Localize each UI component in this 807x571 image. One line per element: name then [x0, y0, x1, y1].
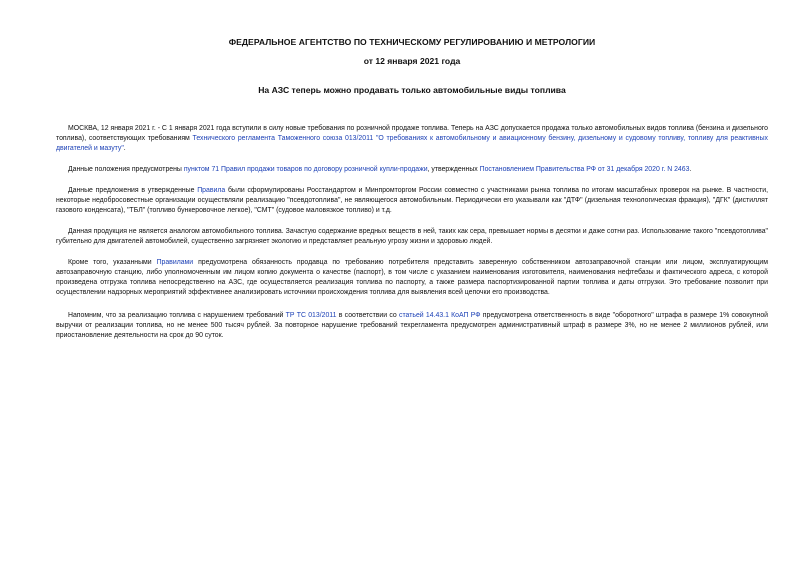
- link-government-decree[interactable]: Постановлением Правительства РФ от 31 декабря 2020 г. N 2463: [479, 166, 690, 173]
- paragraph-text: в соответствии со: [336, 312, 399, 319]
- paragraph-text: .: [123, 144, 126, 152]
- paragraph-text: Данные предложения в утвержденные: [68, 187, 198, 194]
- paragraph-text: были сформулированы Росстандартом и Минпромторгом России совместно с участниками рынка топлива по итогам масштабных проверок на рынке. В частности, некоторые недобросовестные организации осуществляли реализацию "псевдотоплива", не являющегося автомобильным. Периодически его указывали как "ДТФ" (дизельная технологическая фракция), "ДГК" (дистиллят газового конденсата), "ТБЛ" (топливо бункеровочное легкое), "СМТ" (судовое маловязкое топливо) и т.д.: [56, 187, 768, 214]
- paragraph-5: [56, 258, 768, 298]
- agency-heading: ФЕДЕРАЛЬНОЕ АГЕНТСТВО ПО ТЕХНИЧЕСКОМУ РЕГУЛИРОВАНИЮ И МЕТРОЛОГИИ: [228, 37, 596, 47]
- paragraph-text: , утвержденных: [427, 166, 480, 173]
- paragraph-2: [56, 165, 768, 175]
- document-date: от 12 января 2021 года: [363, 56, 461, 66]
- paragraph-3: [56, 186, 768, 216]
- link-koap-article[interactable]: статьей 14.43.1 КоАП РФ: [399, 312, 481, 319]
- paragraph-text: .: [689, 166, 692, 173]
- link-tr-ts[interactable]: ТР ТС 013/2011: [285, 312, 337, 319]
- document-title: На АЗС теперь можно продавать только автомобильные виды топлива: [258, 85, 566, 95]
- link-rules[interactable]: Правила: [197, 187, 226, 194]
- paragraph-text: Данная продукция не является аналогом автомобильного топлива. Зачастую содержание вредных веществ в ней, таких как сера, превышает нормы в десятки и даже сотни раз. Использование такого "псевдотоплива" губительно для двигателей автомобилей, существенно загрязняет экологию и представляет реальную угрозу жизни и здоровью людей.: [56, 228, 768, 245]
- paragraph-1: [56, 124, 768, 154]
- paragraph-text: предусмотрена ответственность в виде "оборотного" штрафа в размере 1% совокупной выручки от реализации топлива, но не менее 500 тысяч рублей. За повторное нарушение требований техрегламента предусмотрен административный штраф в размере 3%, но не менее 2 миллионов рублей, или приостановление деятельности на срок до 90 суток.: [56, 312, 768, 339]
- paragraph-text: Напомним, что за реализацию топлива с нарушением требований: [68, 312, 286, 319]
- link-rules-point-71[interactable]: пунктом 71 Правил продажи товаров по договору розничной купли-продажи: [183, 166, 428, 173]
- paragraph-text: МОСКВА, 12 января 2021 г. - С 1 января 2021 года вступили в силу новые требования по розничной продаже топлива. Теперь на АЗС допускается продажа только автомобильных видов топлива (бензина и дизельного топлива), соответствующих требованиям: [56, 125, 768, 142]
- link-tr-ts-013-2011[interactable]: Технического регламента Таможенного союза 013/2011 "О требованиях к автомобильному и авиационному бензину, дизельному и судовому топливу, топливу для реактивных двигателей и мазуту": [56, 134, 768, 152]
- paragraph-text: предусмотрена обязанность продавца по требованию потребителя представить заверенную собственником автозаправочной станции или лицом, эксплуатирующим автозаправочную станцию, либо уполномоченным им лицом копию документа о качестве (паспорт), в том числе с указанием наименования изготовителя, наименования нефтебазы и фактического адреса, с которой произведена отгрузка топлива непосредственно на АЗС, где осуществляется реализация топлива по паспорту, а также размера паспортизированной партии топлива и даты отгрузки. Это требование позволит при осуществлении надзорных мероприятий эффективнее анализировать источники происхождения топлива для выявления всей цепочки его производства.: [56, 259, 768, 296]
- paragraph-text: Данные положения предусмотрены: [68, 166, 184, 173]
- paragraph-6: [56, 311, 768, 341]
- paragraph-text: Кроме того, указанными: [68, 259, 157, 266]
- link-rules-2[interactable]: Правилами: [156, 259, 194, 266]
- paragraph-4: [56, 227, 768, 247]
